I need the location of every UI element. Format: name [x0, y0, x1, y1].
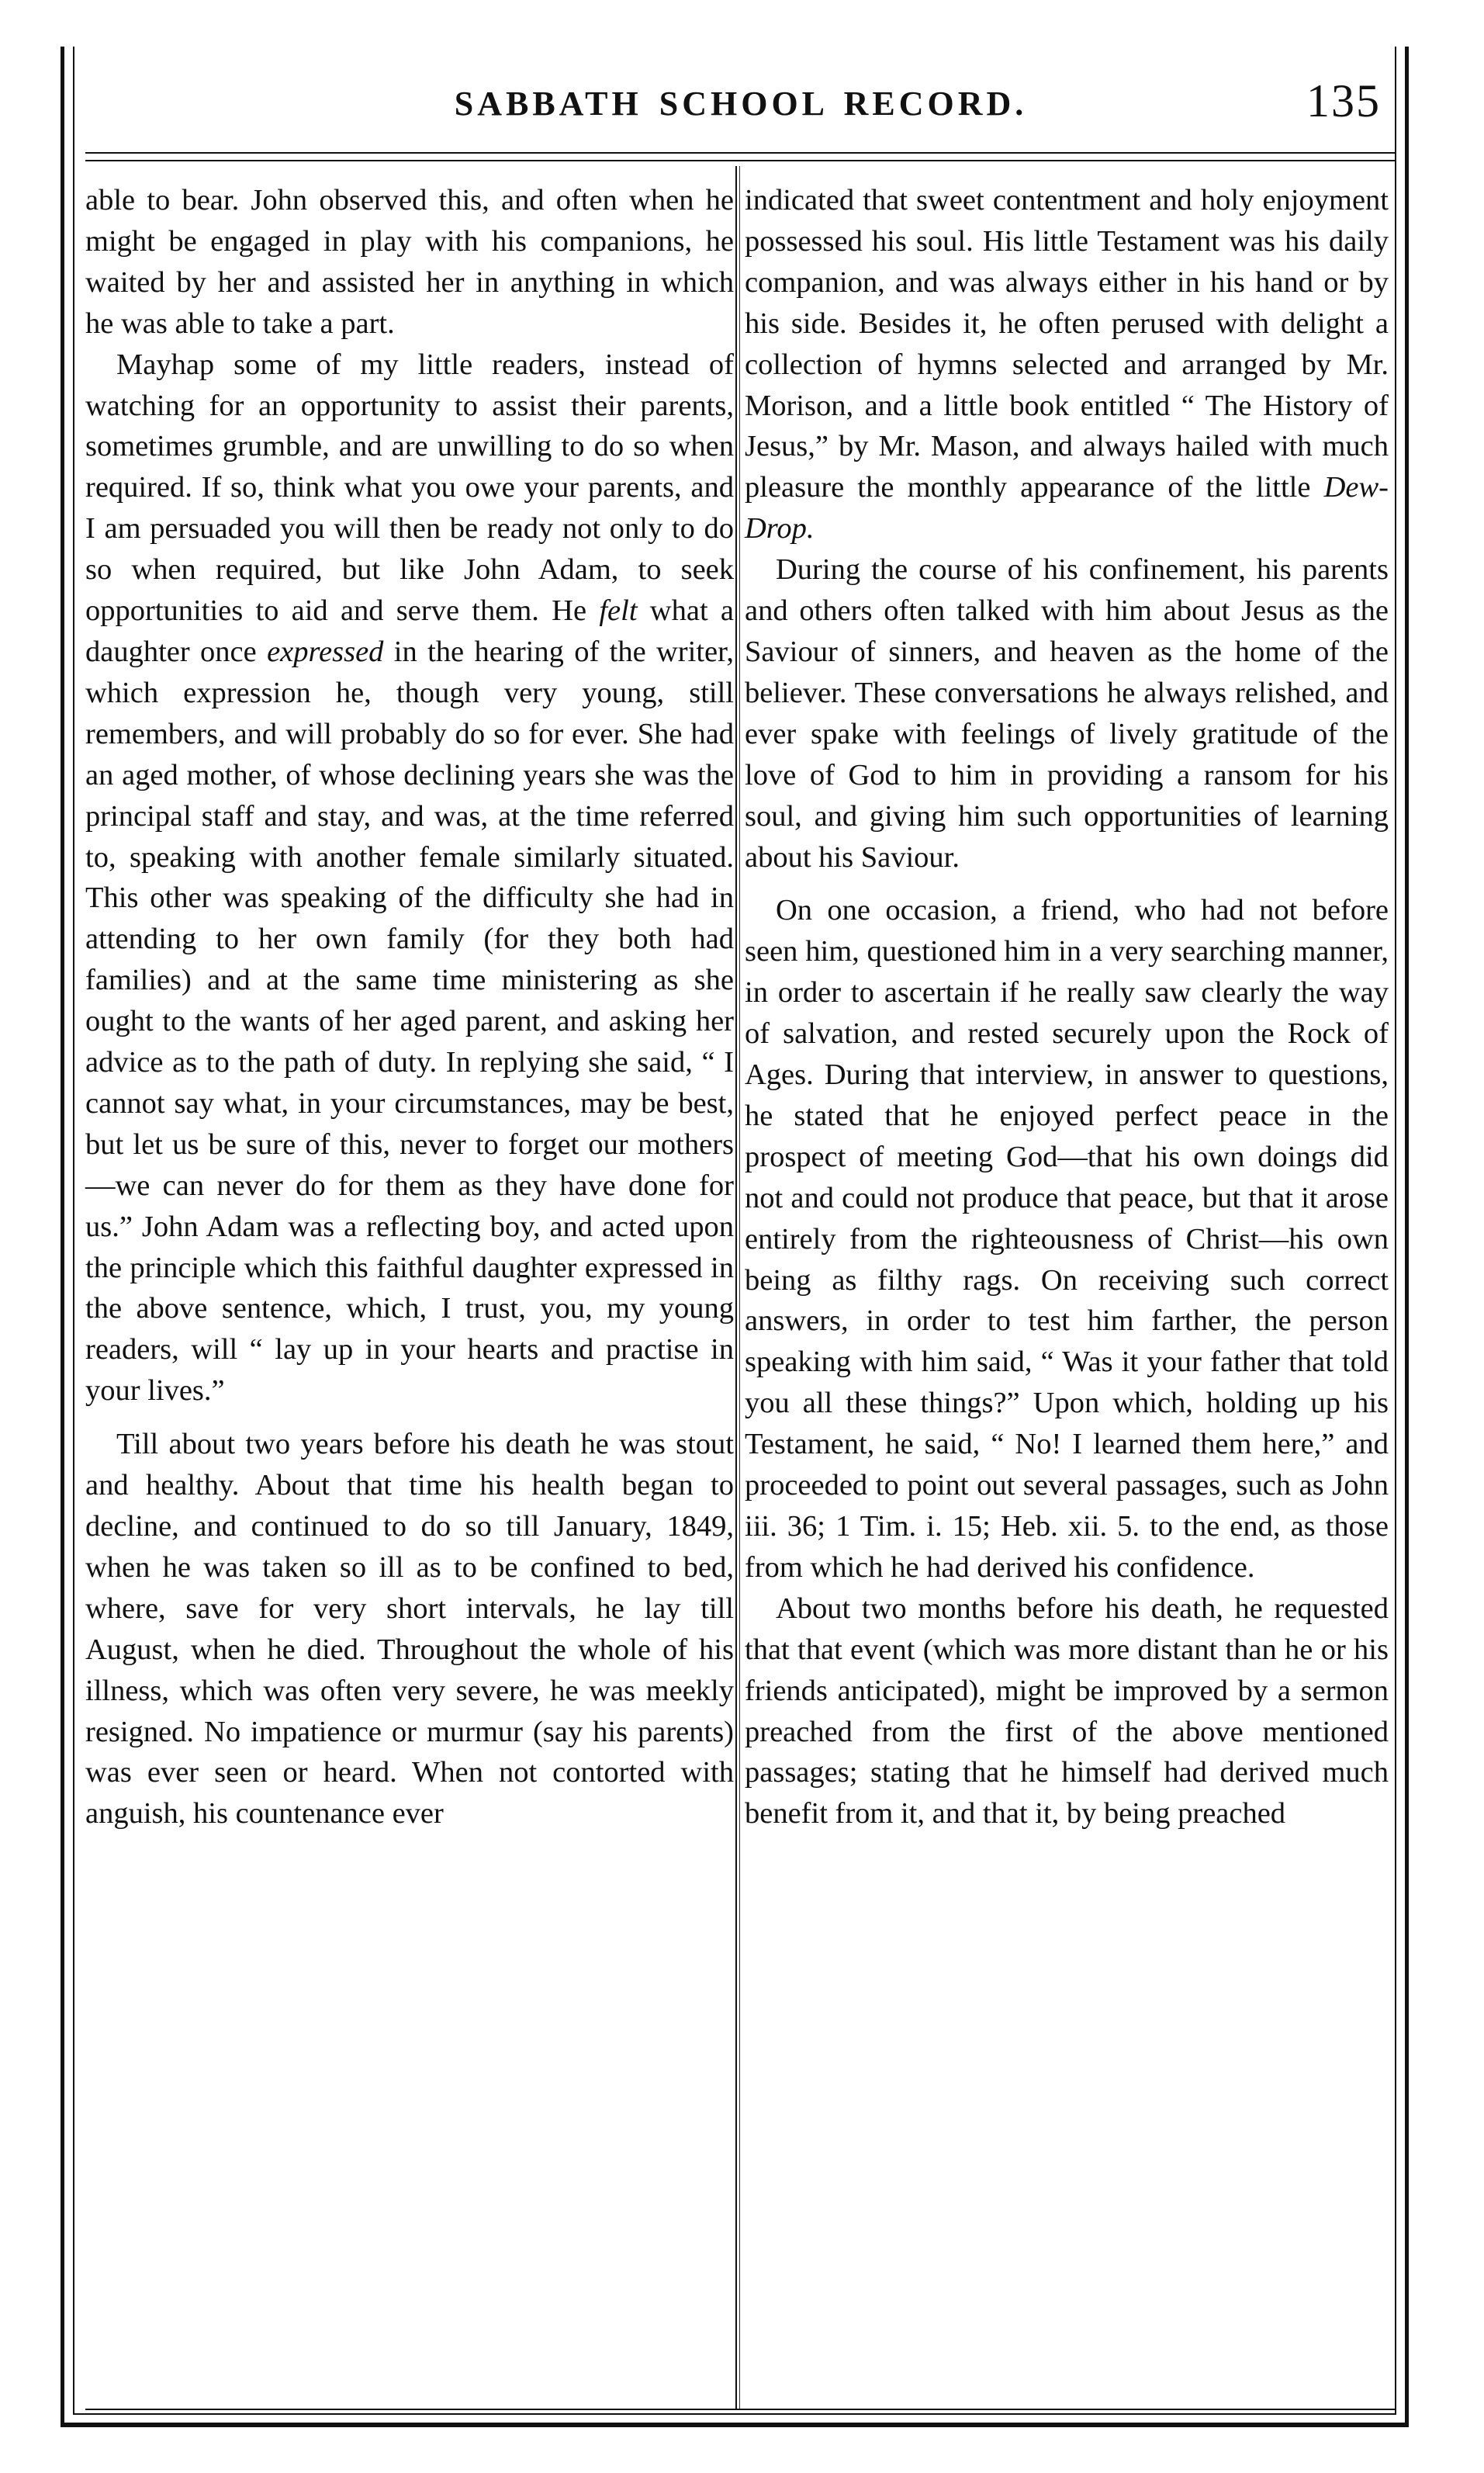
word-he: He	[552, 594, 587, 628]
paragraph: During the course of his confinement, his parents and others often talked with him about Jesus as the Saviour of sinners, and heaven as the home of the believer. These conversations he always relished, and ever spake with feelings of lively gratitude of the love of God to him in providing a ransom for his soul, and giving him such opportunities of learning about his Saviour.	[745, 553, 1389, 874]
paragraph: Till about two years before his death he was stout and healthy. About that time his health began to decline, and continued to do so till January, 1849, when he was taken so ill as to be confined to bed, where, save for very short intervals, he lay till August, when he died. Throughout the whole of his illness, which was often very severe, he was meekly resigned. No impatience or murmur (say his parents) was ever seen or heard. When not contorted with anguish, his countenance ever	[85, 1428, 734, 1831]
page-header	[85, 71, 1396, 141]
paragraph: About two months before his death, he requested that that event (which was more distant than he or his friends anticipated), might be improved by a sermon preached from the first of the above mentioned passages; stating that he himself had derived much benefit from it, and that it, by being preached	[745, 1592, 1389, 1831]
right-column	[745, 180, 1389, 1834]
paragraph-text: Mayhap some of my little readers, instead of watching for an opportunity to assist their parents, sometimes grumble, and are unwilling to do so when required. If so, think what you owe your parents, and I am persuaded you will then be ready not only to do so when required, but like John Adam, to seek opportunities to aid and serve them.	[85, 348, 734, 628]
paragraph	[85, 345, 734, 1412]
paragraph-text: in the hearing of the writer, which expression he, though very young, still remembers, and will probably do so for ever. She had an aged mother, of whose declining years she was the principal staff and stay, and was, at the time referred to, speaking with another female similarly situated. This other was speaking of the difficulty she had in attending to her own family (for they both had families) and at the same time ministering as she ought to the wants of her aged parent, and asking her advice as to the path of duty. In replying she said, “ I cannot say what, in your circumstances, may be best, but let us be sure of this, never to forget our mothers—we can never do for them as they have done for us.” John Adam was a reflecting boy, and acted upon the principle which this faithful daughter expressed in the above sentence, which, I trust, you, my young readers, will “ lay up in your hearts and practise in your lives.”	[85, 635, 735, 1408]
paragraph-text: indicated that sweet contentment and holy enjoyment possessed his soul. His little Testament was his daily companion, and was always either in his hand or by his side. Besides it, he often perused with delight a collection of hymns selected and arranged by Mr. Morison, and a little book entitled “ The History of Jesus,” by Mr. Mason, and always hailed with much pleasure the monthly appearance of the little	[745, 184, 1389, 504]
italic-felt: felt	[599, 594, 638, 628]
paragraph: On one occasion, a friend, who had not before seen him, questioned him in a very searching manner, in order to ascertain if he really saw clearly the way of salvation, and rested securely upon the Rock of Ages. During that interview, in answer to questions, he stated that he enjoyed perfect peace in the prospect of meeting God—that his own doings did not and could not produce that peace, but that it arose entirely from the righteousness of Christ—his own being as filthy rags. On receiving such correct answers, in order to test him farther, the person speaking with him said, “ Was it your father that told you all these things?” Upon which, holding up his Testament, he said, “ No! I learned them here,” and proceeded to point out several passages, such as John iii. 36; 1 Tim. i. 15; Heb. xii. 5. to the end, as those from which he had derived his confidence.	[745, 894, 1389, 1584]
paragraph	[745, 180, 1389, 549]
italic-expressed: expressed	[267, 635, 384, 668]
paragraph: able to bear. John observed this, and often when he might be engaged in play with his companions, he waited by her and assisted her in anything in which he was able to take a part.	[85, 184, 734, 340]
page-number: 135	[1306, 75, 1381, 126]
column-divider	[735, 166, 737, 2409]
paragraph-text: what a daughter once	[85, 594, 734, 668]
column-divider-fine	[739, 166, 740, 2409]
italic-dew-drop: Dew-Drop.	[745, 471, 1389, 546]
left-column	[85, 180, 734, 1834]
header-rule	[85, 152, 1396, 154]
running-title: SABBATH SCHOOL RECORD.	[454, 85, 1028, 123]
header-rule-second	[85, 160, 1396, 161]
footer-rule	[85, 2409, 1396, 2410]
